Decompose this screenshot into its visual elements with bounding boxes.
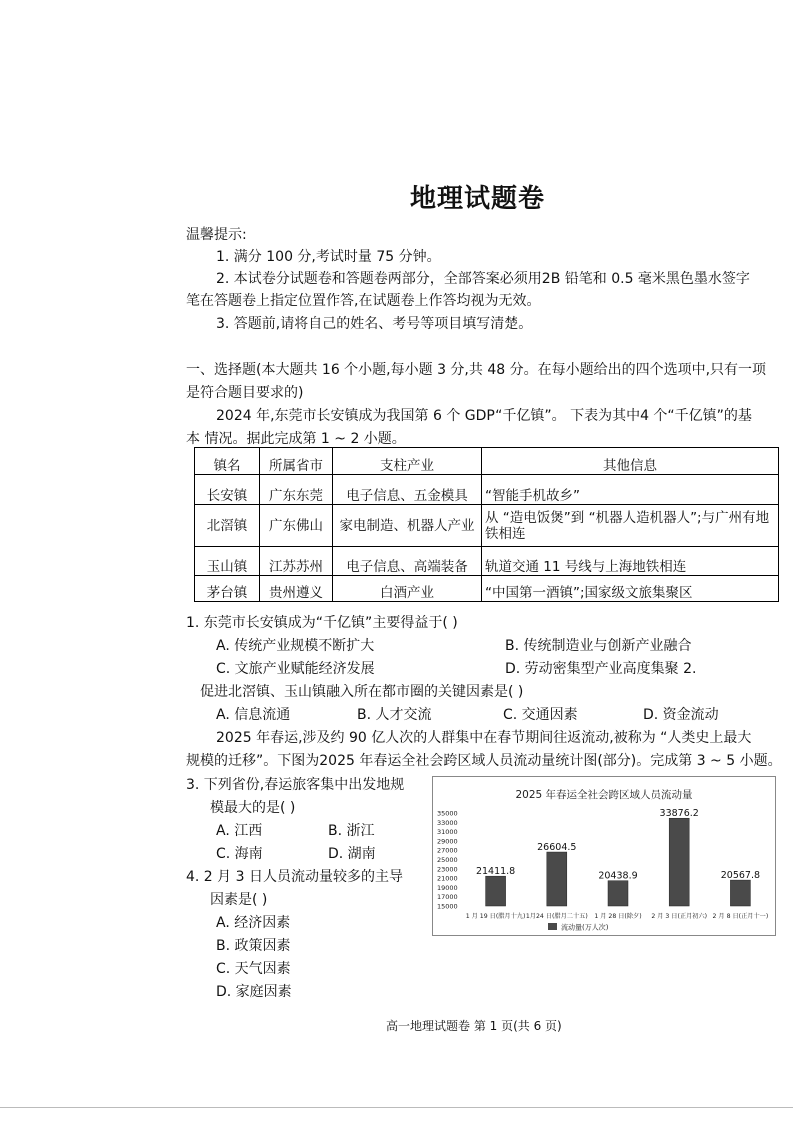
table-header-cell: 其他信息 [482,448,779,475]
table-cell: 长安镇 [195,475,260,505]
y-tick-label: 23000 [437,865,458,874]
question-2-option-a: A. 信息流通 [216,707,291,723]
question-2-stem: 促进北滘镇、玉山镇融入所在都市圈的关键因素是( ) [200,684,524,700]
chart-bar [669,818,689,906]
passage-1-line-2: 本 情况。据此完成第 1 ~ 2 小题。 [186,431,406,447]
y-tick-label: 33000 [437,818,458,827]
town-info-table [194,447,779,602]
question-1-option-a: A. 传统产业规模不断扩大 [216,638,375,654]
table-header-cell: 支柱产业 [333,448,482,475]
table-cell: 广东东莞 [260,475,333,505]
chart-bar [486,876,506,906]
legend-label: 流动量(万人次) [561,923,609,932]
table-row [195,547,779,576]
y-tick-label: 15000 [437,902,458,911]
table-cell: 茅台镇 [195,576,260,602]
table-cell: 电子信息、高端装备 [333,547,482,576]
y-tick-label: 29000 [437,837,458,846]
tips-item-2-line-1: 2. 本试卷分试题卷和答题卷两部分，全部答案必须用2B 铅笔和 0.5 毫米黑色墨水签字 [216,271,750,287]
passenger-flow-chart [432,776,776,936]
question-3-option-c: C. 海南 [216,846,263,862]
page-footer: 高一地理试题卷 第 1 页(共 6 页) [386,1019,562,1033]
table-cell: 广东佛山 [260,505,333,547]
question-3-stem-line-1: 3. 下列省份,春运旅客集中出发地规 [186,777,405,793]
y-tick-label: 35000 [437,809,458,818]
question-1-stem: 1. 东莞市长安镇成为“千亿镇”主要得益于( ) [186,615,458,631]
table-cell: 从 “造电饭煲”到 “机器人造机器人”;与广州有地铁相连 [482,505,779,547]
table-header-cell: 镇名 [195,448,260,475]
x-tick-label: 1 月 28 日(除夕) [594,913,642,920]
section-heading-line-2: 是符合题目要求的) [186,385,304,401]
bar-value-label: 26604.5 [537,842,577,854]
table-cell: 玉山镇 [195,547,260,576]
chart-bar [547,852,567,906]
table-cell: “中国第一酒镇”;国家级文旅集聚区 [482,576,779,602]
chart-canvas [433,777,775,935]
question-4-option-d: D. 家庭因素 [216,984,292,1000]
tips-item-3: 3. 答题前,请将自己的姓名、考号等项目填写清楚。 [216,316,533,332]
table-cell: 北滘镇 [195,505,260,547]
table-cell: 白酒产业 [333,576,482,602]
y-tick-label: 27000 [437,846,458,855]
table-row [195,505,779,547]
question-1-option-c: C. 文旅产业赋能经济发展 [216,661,375,677]
passage-2-line-2: 规模的迁移”。下图为2025 年春运全社会跨区域人员流动量统计图(部分)。完成第 3 ~ 5 小题。 [186,753,782,769]
question-4-option-b: B. 政策因素 [216,938,291,954]
table-row [195,475,779,505]
table-cell: 江苏苏州 [260,547,333,576]
question-1-option-d: D. 劳动密集型产业高度集聚 2. [505,661,697,677]
y-tick-label: 19000 [437,883,458,892]
x-tick-label: 2 月 3 日(正月初六) [651,913,708,920]
question-4-stem-line-2: 因素是( ) [210,892,268,908]
y-tick-label: 21000 [437,874,458,883]
section-heading-line-1: 一、选择题(本大题共 16 个小题,每小题 3 分,共 48 分。在每小题给出的四个选项中,只有一项 [186,362,767,378]
bar-value-label: 20567.8 [720,870,761,882]
question-4-option-c: C. 天气因素 [216,961,291,977]
bar-value-label: 21411.8 [475,866,516,878]
tips-item-1: 1. 满分 100 分,考试时量 75 分钟。 [216,249,441,265]
y-tick-label: 31000 [437,828,458,837]
chart-bar [608,881,628,906]
x-tick-label: 1 月 19 日(腊月十九) [465,913,526,920]
table-cell: 家电制造、机器人产业 [333,505,482,547]
question-2-option-d: D. 资金流动 [643,707,719,723]
passage-2-line-1: 2025 年春运,涉及约 90 亿人次的人群集中在春节期间往返流动,被称为 “人类史上最大 [216,730,752,746]
table-header-row [195,448,779,475]
question-2-option-b: B. 人才交流 [357,707,432,723]
question-3-option-b: B. 浙江 [328,823,375,839]
x-tick-label: 1月24 日(腊月二十五) [525,913,588,920]
chart-title: 2025 年春运全社会跨区域人员流动量 [515,789,693,801]
table-cell: “智能手机故乡” [482,475,779,505]
question-4-stem-line-1: 4. 2 月 3 日人员流动量较多的主导 [186,869,403,885]
tips-item-2-line-2: 笔在答题卷上指定位置作答,在试题卷上作答均视为无效。 [186,293,541,309]
question-2-option-c: C. 交通因素 [503,707,578,723]
chart-bar [730,880,750,906]
passage-1-line-1: 2024 年,东莞市长安镇成为我国第 6 个 GDP“千亿镇”。 下表为其中4 个“千亿镇”的基 [216,408,752,424]
bar-value-label: 20438.9 [598,870,638,882]
table-cell: 贵州遵义 [260,576,333,602]
question-4-option-a: A. 经济因素 [216,915,291,931]
bar-value-label: 33876.2 [659,808,699,820]
x-tick-label: 2 月 8 日(正月十一) [712,913,769,920]
y-tick-label: 17000 [437,893,458,902]
table-header-cell: 所属省市 [260,448,333,475]
table-cell: 电子信息、五金模具 [333,475,482,505]
question-3-option-a: A. 江西 [216,823,263,839]
question-1-option-b: B. 传统制造业与创新产业融合 [505,638,692,654]
page-bottom-divider [0,1107,793,1108]
page-title: 地理试题卷 [410,184,546,214]
question-3-stem-line-2: 模最大的是( ) [210,800,296,816]
tips-heading: 温馨提示: [186,227,247,243]
y-tick-label: 25000 [437,856,458,864]
legend-swatch [548,923,557,930]
question-3-option-d: D. 湖南 [328,846,376,862]
table-row [195,576,779,602]
table-cell: 轨道交通 11 号线与上海地铁相连 [482,547,779,576]
